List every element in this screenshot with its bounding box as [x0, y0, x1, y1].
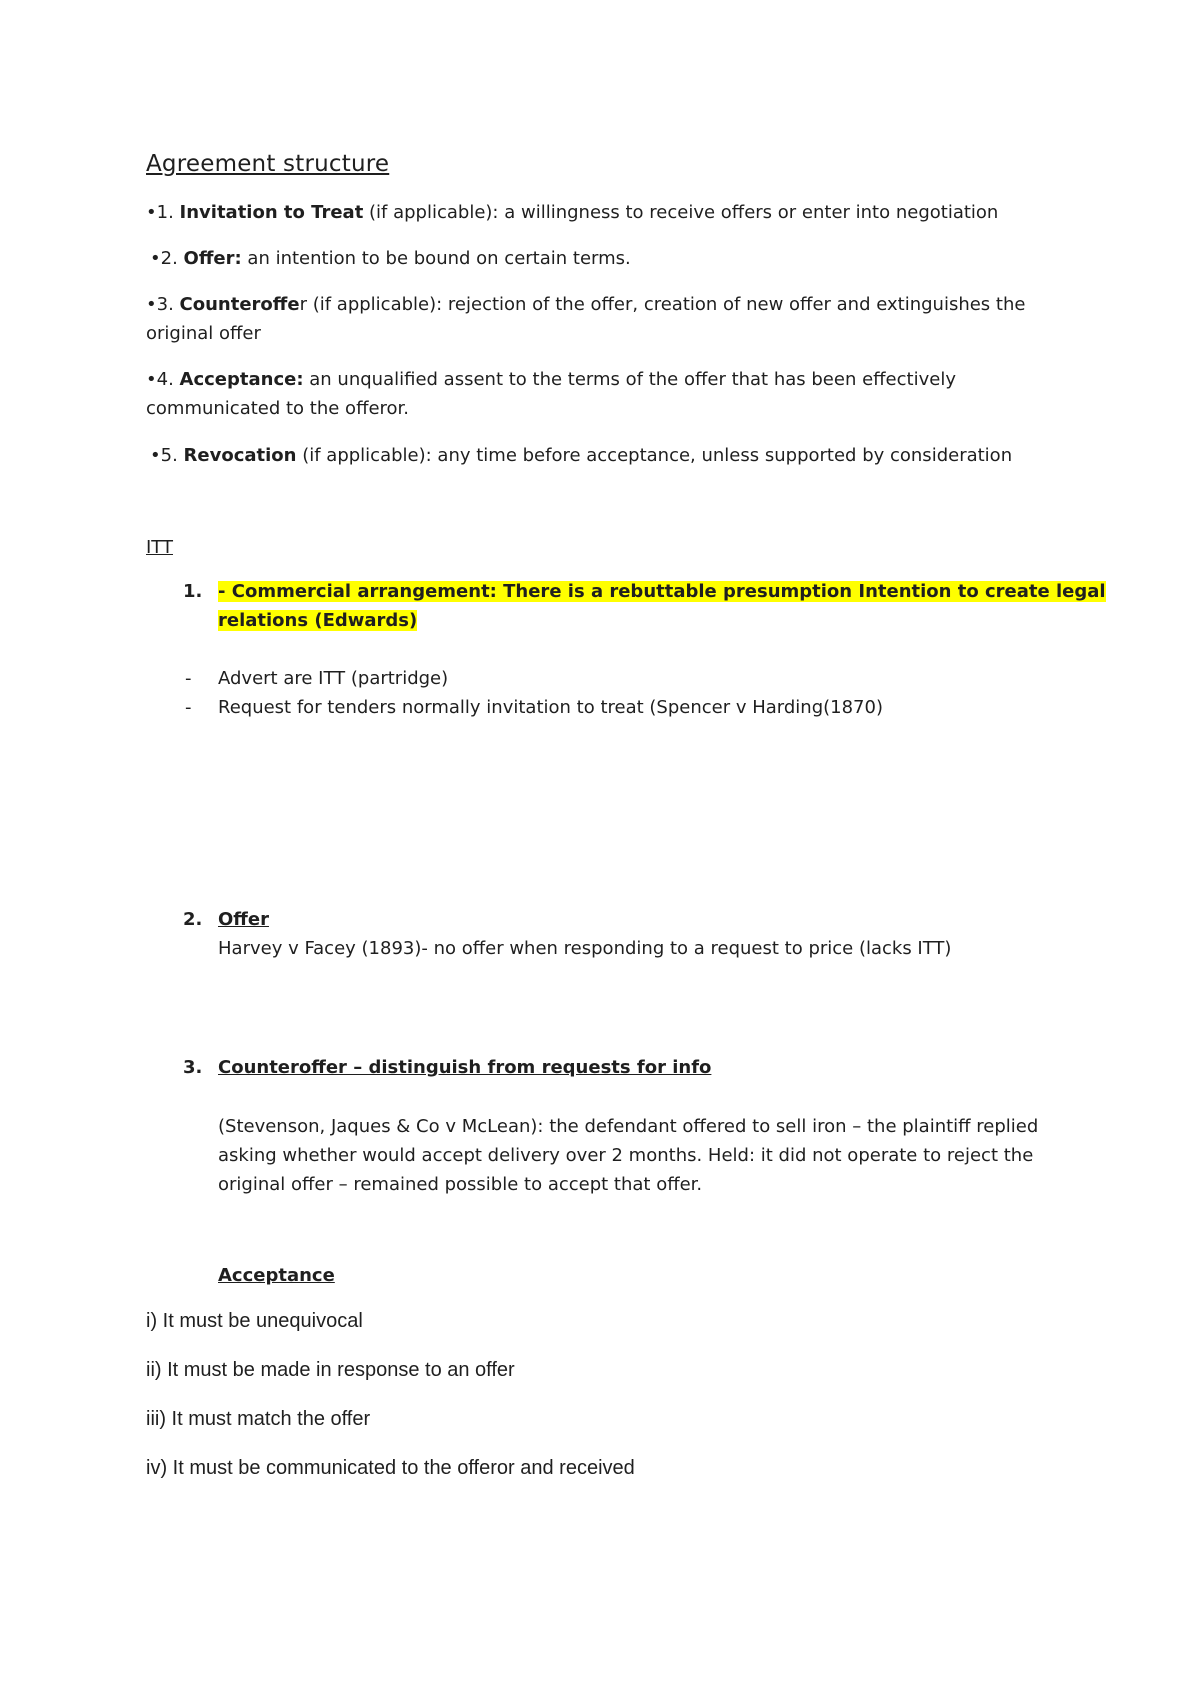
- item-text: an unqualified assent to the terms of the offer that has been effectively: [303, 369, 956, 390]
- offer-text: Harvey v Facey (1893)- no offer when responding to a request to price (lacks ITT): [218, 938, 952, 959]
- structure-item-5: [150, 442, 1012, 470]
- term-revocation: Revocation: [183, 445, 297, 466]
- structure-item-4: [146, 366, 956, 394]
- acceptance-heading: Acceptance: [218, 1265, 335, 1286]
- acceptance-item: iv) It must be communicated to the offeror and received: [146, 1457, 635, 1479]
- term-counteroffer: Counteroffe: [179, 294, 300, 315]
- acceptance-item: iii) It must match the offer: [146, 1408, 371, 1430]
- structure-item-2: [150, 245, 631, 273]
- structure-item-3: [146, 291, 1025, 319]
- offer-number: 2.: [183, 909, 203, 930]
- list-dash: -: [185, 668, 192, 689]
- bullet: •4.: [146, 369, 174, 390]
- bullet: •1.: [146, 202, 174, 223]
- item-text: (if applicable): any time before acceptance, unless supported by consideration: [296, 445, 1013, 466]
- structure-item-3-cont: original offer: [146, 323, 261, 344]
- item-text: an intention to be bound on certain terms.: [241, 248, 631, 269]
- structure-item-4-cont: communicated to the offeror.: [146, 398, 410, 419]
- bullet: •5.: [150, 445, 178, 466]
- itt-heading: ITT: [146, 537, 173, 558]
- itt-number: 1.: [183, 581, 203, 602]
- itt-item-tenders: Request for tenders normally invitation to treat (Spencer v Harding(1870): [218, 697, 883, 718]
- structure-item-1: [146, 199, 998, 227]
- counteroffer-heading: Counteroffer – distinguish from requests for info: [218, 1057, 712, 1078]
- acceptance-item: i) It must be unequivocal: [146, 1310, 363, 1332]
- term-offer: Offer:: [183, 248, 242, 269]
- item-text: r (if applicable): rejection of the offer, creation of new offer and extinguishes the: [299, 294, 1026, 315]
- counteroffer-text-1: (Stevenson, Jaques & Co v McLean): the defendant offered to sell iron – the plaintiff replied: [218, 1116, 1039, 1137]
- page-title: Agreement structure: [146, 151, 390, 177]
- itt-item-advert: Advert are ITT (partridge): [218, 668, 449, 689]
- acceptance-item: ii) It must be made in response to an offer: [146, 1359, 515, 1381]
- list-dash: -: [185, 697, 192, 718]
- bullet: •3.: [146, 294, 174, 315]
- counteroffer-text-2: asking whether would accept delivery over 2 months. Held: it did not operate to reject the: [218, 1145, 1034, 1166]
- counteroffer-number: 3.: [183, 1057, 203, 1078]
- item-text: (if applicable): a willingness to receive offers or enter into negotiation: [363, 202, 999, 223]
- itt-highlight-line-2: relations (Edwards): [218, 610, 418, 631]
- term-acceptance: Acceptance:: [179, 369, 304, 390]
- term-invitation-to-treat: Invitation to Treat: [179, 202, 364, 223]
- offer-heading: Offer: [218, 909, 269, 930]
- counteroffer-text-3: original offer – remained possible to accept that offer.: [218, 1174, 703, 1195]
- itt-highlight-line-1: - Commercial arrangement: There is a rebuttable presumption Intention to create legal: [218, 581, 1106, 602]
- bullet: •2.: [150, 248, 178, 269]
